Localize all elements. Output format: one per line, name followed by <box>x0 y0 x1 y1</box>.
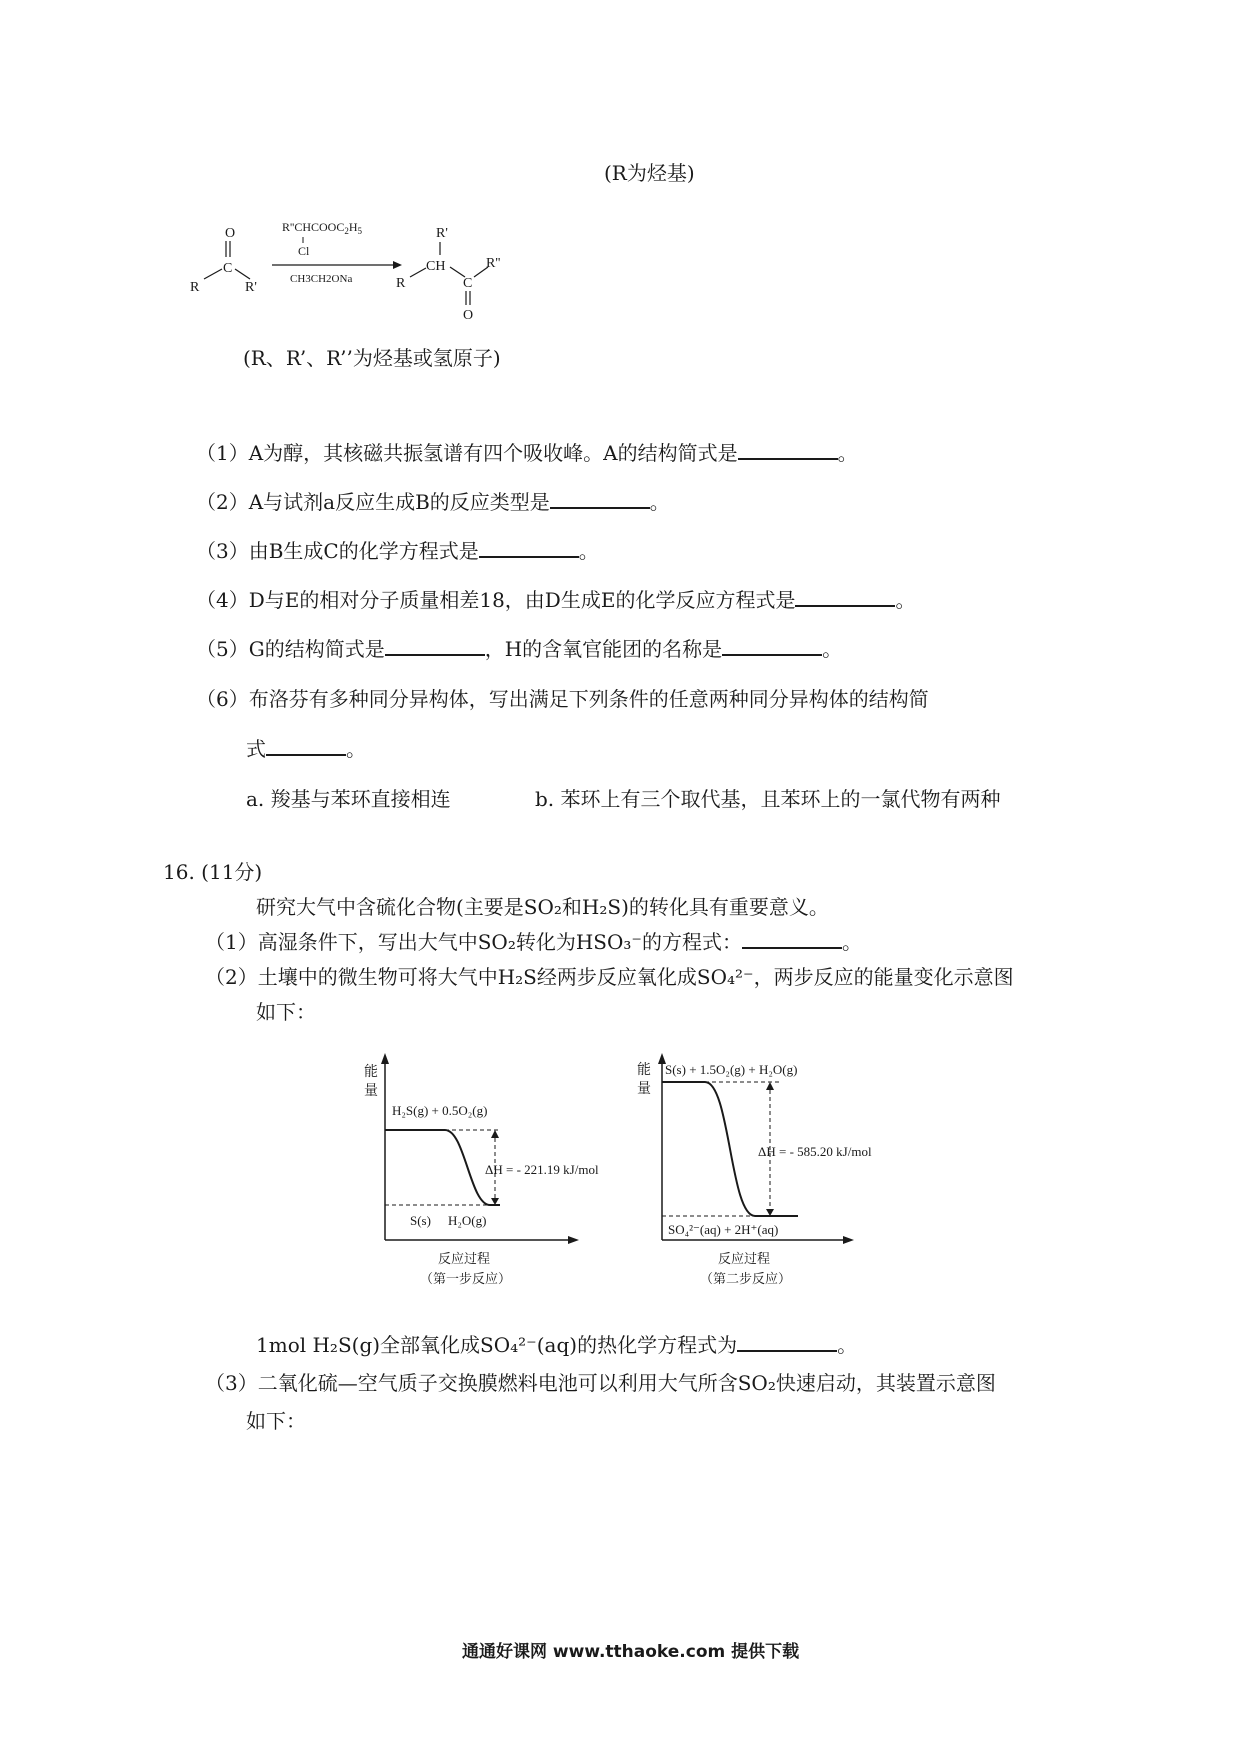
answer-blank[interactable] <box>795 587 895 607</box>
q15-part6: （6）布洛芬有多种同分异构体，写出满足下列条件的任意两种同分异构体的结构简 <box>196 687 929 711</box>
reagent-top-label: $R''CHCOOC_2H_5$ <box>282 220 363 236</box>
reaction-scheme <box>190 215 530 320</box>
q15-condition-b: b. 苯环上有三个取代基，且苯环上的一氯代物有两种 <box>535 787 1001 811</box>
q15-part3: （3）由B生成C的化学方程式是 。 <box>196 539 599 563</box>
y-label-2: 量 <box>364 1084 378 1099</box>
energy-diagram-step1 <box>350 1050 600 1295</box>
q15-condition-a: a. 羧基与苯环直接相连 <box>246 787 451 811</box>
energy-diagram-step2 <box>630 1050 890 1295</box>
q16-part2-cont: 如下： <box>256 1000 316 1024</box>
q15-part6-cont: 式 。 <box>246 737 366 761</box>
answer-blank[interactable] <box>722 636 822 656</box>
y-label-1: 能 <box>637 1063 651 1078</box>
product-r-label: R <box>396 276 406 291</box>
q15-part2: （2）A与试剂a反应生成B的反应类型是 。 <box>196 490 670 514</box>
q16-part1: （1）高湿条件下，写出大气中SO₂转化为HSO₃⁻的方程式： 。 <box>205 930 862 954</box>
answer-blank[interactable] <box>385 636 485 656</box>
q16-part3: （3）二氧化硫—空气质子交换膜燃料电池可以利用大气所含SO₂快速启动，其装置示意图 <box>205 1371 996 1395</box>
delta-h-label: ΔH = - 585.20 kJ/mol <box>758 1144 872 1159</box>
r-groups-note: (R、R’、R’’为烃基或氢原子) <box>243 346 501 370</box>
answer-blank[interactable] <box>738 440 838 460</box>
q16-part2-question: 1mol H₂S(g)全部氧化成SO₄²⁻(aq)的热化学方程式为 。 <box>256 1333 858 1357</box>
diagram-caption: （第二步反应） <box>700 1271 792 1286</box>
product-oxygen-label: O <box>463 308 474 320</box>
q15-part5: （5）G的结构简式是 ，H的含氧官能团的名称是 。 <box>196 637 843 661</box>
reagent-bottom-label: CH3CH2ONa <box>290 273 353 285</box>
y-label-2: 量 <box>637 1082 651 1097</box>
answer-blank[interactable] <box>737 1332 837 1352</box>
product-ch-label: CH <box>426 259 446 274</box>
delta-h-label: ΔH = - 221.19 kJ/mol <box>485 1162 599 1177</box>
ketone-r-prime-label: R' <box>245 280 257 295</box>
q15-part4: （4）D与E的相对分子质量相差18，由D生成E的化学反应方程式是 。 <box>196 588 916 612</box>
answer-blank[interactable] <box>266 736 346 756</box>
q16-intro: 研究大气中含硫化合物(主要是SO₂和H₂S)的转化具有重要意义。 <box>256 895 829 919</box>
product-label-1: S(s) <box>410 1213 431 1228</box>
y-label-1: 能 <box>364 1065 378 1080</box>
q15-part1: （1）A为醇，其核磁共振氢谱有四个吸收峰。A的结构简式是 。 <box>196 441 858 465</box>
energy-curve <box>385 1130 500 1205</box>
x-axis-label: 反应过程 <box>438 1251 491 1266</box>
answer-blank[interactable] <box>742 929 842 949</box>
product-label: SO₄²⁻(aq) + 2H⁺(aq) <box>668 1222 779 1237</box>
reactant-label: H₂S(g) + 0.5O₂(g) <box>392 1103 488 1118</box>
ketone-r-label: R <box>190 280 200 295</box>
product-carbon-label: C <box>463 276 473 291</box>
reagent-cl-label: Cl <box>298 244 310 258</box>
answer-blank[interactable] <box>479 538 579 558</box>
x-axis-label: 反应过程 <box>718 1251 771 1266</box>
ketone-carbon-label: C <box>223 261 233 276</box>
diagram-caption: （第一步反应） <box>420 1271 512 1286</box>
ketone-oxygen-label: O <box>225 226 236 241</box>
q16-part2: （2）土壤中的微生物可将大气中H₂S经两步反应氧化成SO₄²⁻，两步反应的能量变化示意图 <box>205 965 1014 989</box>
reactant-label: S(s) + 1.5O₂(g) + H₂O(g) <box>665 1062 798 1077</box>
q16-part3-cont: 如下： <box>246 1409 306 1433</box>
product-label-2: H₂O(g) <box>448 1213 487 1228</box>
q16-title: 16. (11分) <box>163 860 263 884</box>
product-r-prime-label: R' <box>436 226 448 241</box>
r-group-note: (R为烃基) <box>604 161 695 185</box>
page-footer: 通通好课网 www.tthaoke.com 提供下载 <box>462 1642 800 1662</box>
product-r-double-prime-label: R'' <box>486 256 501 271</box>
answer-blank[interactable] <box>550 489 650 509</box>
